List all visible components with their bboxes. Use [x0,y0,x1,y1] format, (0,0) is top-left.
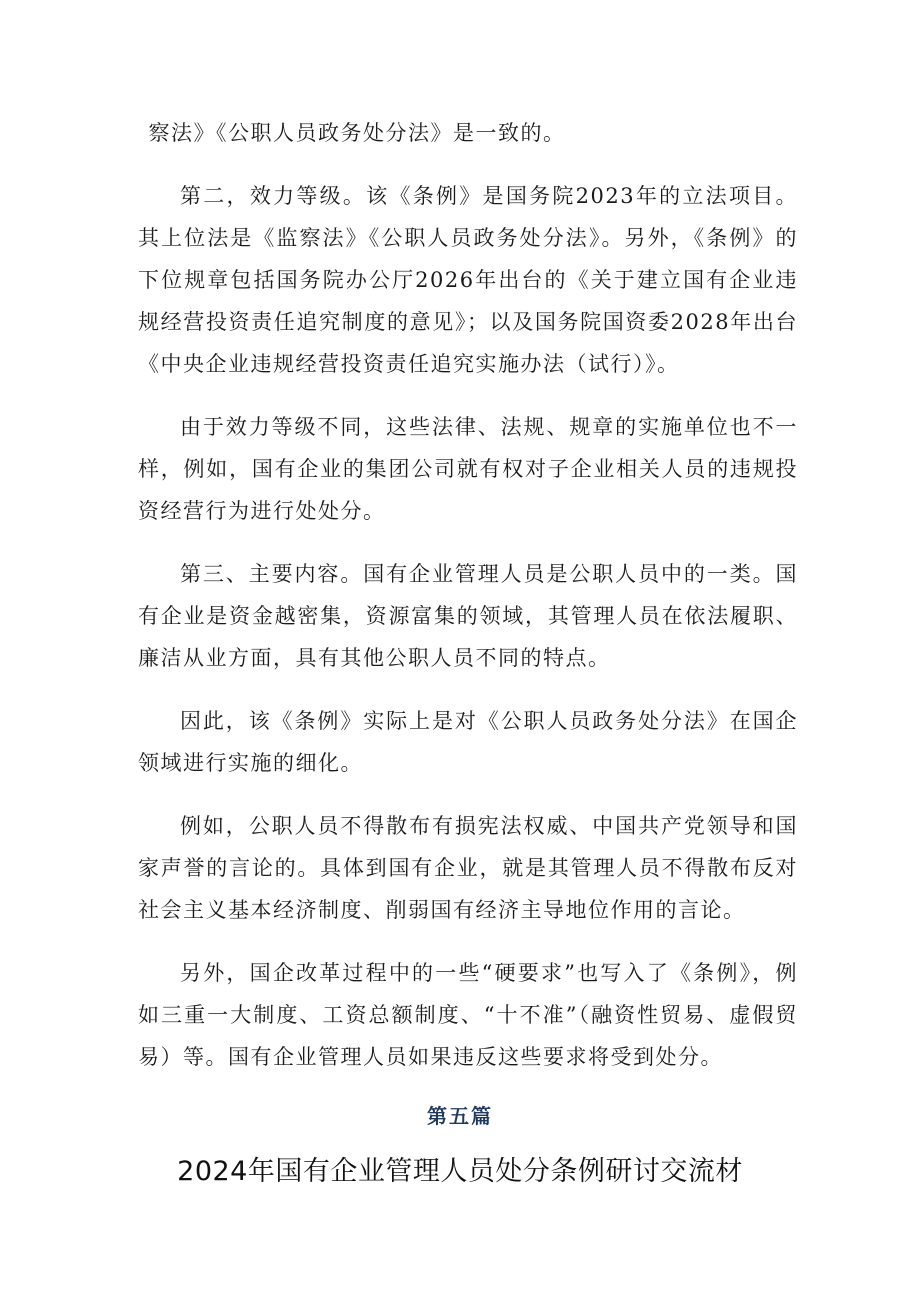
paragraph-implementing-units: 由于效力等级不同，这些法律、法规、规章的实施单位也不一样，例如，国有企业的集团公司就有权对子企业相关人员的违规投资经营行为进行处处分。 [138,415,798,523]
paragraph-effect-level: 第二，效力等级。该《条例》是国务院2023年的立法项目。其上位法是《监察法》《公职人员政务处分法》。另外，《条例》的下位规章包括国务院办公厅2026年出台的《关于建立国有企业违规经营投资责任追究制度的意见》；以及国务院国资委2028年出台《中央企业违规经营投资责任追究实施办法（试行）》。 [138,184,798,376]
paragraph-reform-requirements: 另外，国企改革过程中的一些“硬要求”也写入了《条例》，例如三重一大制度、工资总额制度、“十不准”（融资性贸易、虚假贸易）等。国有企业管理人员如果违反这些要求将受到处分。 [138,961,798,1069]
document-title: 2024年国有企业管理人员处分条例研讨交流材 [177,1156,743,1187]
paragraph-example: 例如，公职人员不得散布有损宪法权威、中国共产党领导和国家声誉的言论的。具体到国有企业，就是其管理人员不得散布反对社会主义基本经济制度、削弱国有经济主导地位作用的言论。 [138,814,798,922]
paragraph-refinement: 因此，该《条例》实际上是对《公职人员政务处分法》在国企领域进行实施的细化。 [138,709,798,775]
paragraph-main-content: 第三、主要内容。国有企业管理人员是公职人员中的一类。国有企业是资金越密集，资源富集的领域，其管理人员在依法履职、廉洁从业方面，具有其他公职人员不同的特点。 [138,562,798,670]
section-label: 第五篇 [427,1104,493,1128]
paragraph-continuation: 察法》《公职人员政务处分法》是一致的。 [148,121,566,145]
document-body [138,112,798,1099]
